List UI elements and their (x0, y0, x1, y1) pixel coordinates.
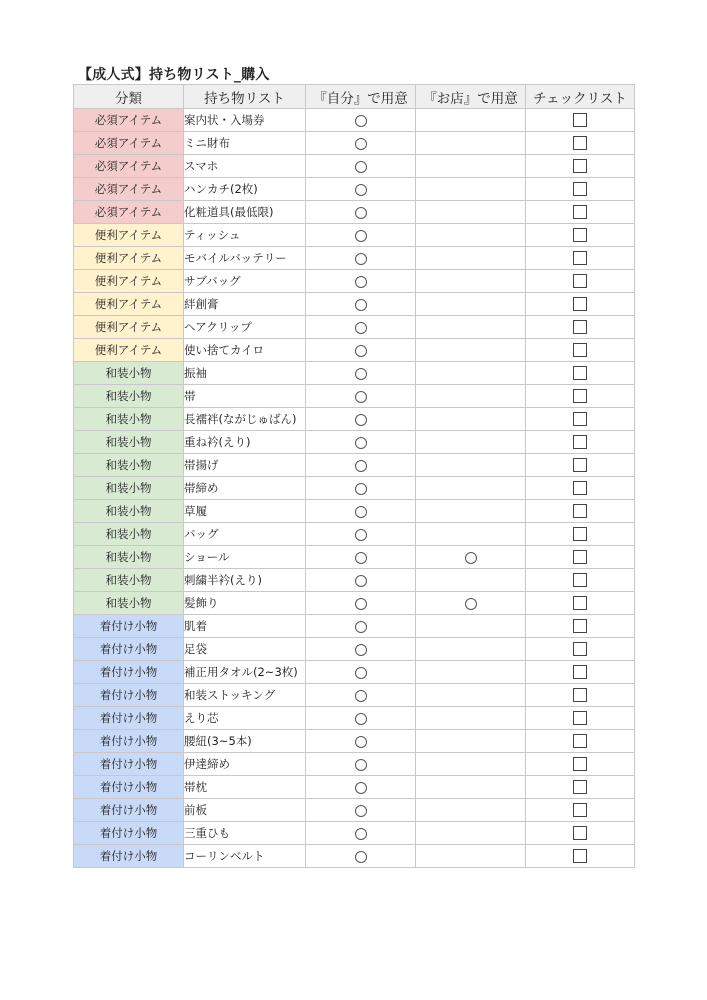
checkbox-icon[interactable] (573, 619, 587, 633)
checkbox-icon[interactable] (573, 596, 587, 610)
self-prepared-cell (306, 109, 416, 132)
checkbox-icon[interactable] (573, 136, 587, 150)
circle-mark-icon (355, 621, 367, 633)
checkbox-icon[interactable] (573, 366, 587, 380)
checkbox-icon[interactable] (573, 113, 587, 127)
self-prepared-cell (306, 707, 416, 730)
checkbox-icon[interactable] (573, 458, 587, 472)
checklist-cell[interactable] (526, 500, 635, 523)
category-cell: 着付け小物 (74, 707, 184, 730)
table-row (74, 569, 635, 592)
checklist-cell[interactable] (526, 247, 635, 270)
table-row (74, 293, 635, 316)
item-cell: 絆創膏 (184, 293, 306, 316)
table-row (74, 362, 635, 385)
checklist-cell[interactable] (526, 661, 635, 684)
circle-mark-icon (355, 529, 367, 541)
checkbox-icon[interactable] (573, 504, 587, 518)
table-row (74, 523, 635, 546)
item-cell: 化粧道具(最低限) (184, 201, 306, 224)
item-cell: 長襦袢(ながじゅばん) (184, 408, 306, 431)
self-prepared-cell (306, 362, 416, 385)
self-prepared-cell (306, 730, 416, 753)
item-cell: ティッシュ (184, 224, 306, 247)
category-cell: 便利アイテム (74, 339, 184, 362)
header-shop: 『お店』で用意 (416, 85, 526, 109)
self-prepared-cell (306, 638, 416, 661)
circle-mark-icon (355, 184, 367, 196)
circle-mark-icon (355, 828, 367, 840)
checkbox-icon[interactable] (573, 251, 587, 265)
item-cell: 足袋 (184, 638, 306, 661)
shop-prepared-cell (416, 247, 526, 270)
table-row (74, 730, 635, 753)
checklist-cell[interactable] (526, 385, 635, 408)
circle-mark-icon (355, 667, 367, 679)
self-prepared-cell (306, 753, 416, 776)
checklist-cell[interactable] (526, 707, 635, 730)
checklist-cell[interactable] (526, 178, 635, 201)
checkbox-icon[interactable] (573, 320, 587, 334)
shop-prepared-cell (416, 270, 526, 293)
self-prepared-cell (306, 684, 416, 707)
self-prepared-cell (306, 293, 416, 316)
shop-prepared-cell (416, 362, 526, 385)
shop-prepared-cell (416, 109, 526, 132)
item-cell: 案内状・入場券 (184, 109, 306, 132)
circle-mark-icon (355, 575, 367, 587)
table-row (74, 316, 635, 339)
item-cell: 三重ひも (184, 822, 306, 845)
category-cell: 便利アイテム (74, 316, 184, 339)
checkbox-icon[interactable] (573, 297, 587, 311)
category-cell: 着付け小物 (74, 661, 184, 684)
checklist-cell[interactable] (526, 224, 635, 247)
circle-mark-icon (355, 460, 367, 472)
checklist-cell[interactable] (526, 454, 635, 477)
category-cell: 必須アイテム (74, 109, 184, 132)
circle-mark-icon (355, 644, 367, 656)
table-row (74, 155, 635, 178)
table-row (74, 224, 635, 247)
checkbox-icon[interactable] (573, 573, 587, 587)
shop-prepared-cell (416, 753, 526, 776)
shop-prepared-cell (416, 707, 526, 730)
checkbox-icon[interactable] (573, 642, 587, 656)
category-cell: 和装小物 (74, 592, 184, 615)
self-prepared-cell (306, 454, 416, 477)
item-cell: 伊達締め (184, 753, 306, 776)
item-cell: 帯締め (184, 477, 306, 500)
checkbox-icon[interactable] (573, 159, 587, 173)
self-prepared-cell (306, 201, 416, 224)
checkbox-icon[interactable] (573, 734, 587, 748)
table-row (74, 339, 635, 362)
category-cell: 着付け小物 (74, 615, 184, 638)
self-prepared-cell (306, 339, 416, 362)
checklist-table (73, 84, 635, 868)
checkbox-icon[interactable] (573, 343, 587, 357)
self-prepared-cell (306, 316, 416, 339)
self-prepared-cell (306, 546, 416, 569)
checklist-cell[interactable] (526, 431, 635, 454)
table-row (74, 638, 635, 661)
shop-prepared-cell (416, 592, 526, 615)
checklist-cell[interactable] (526, 615, 635, 638)
header-checklist: チェックリスト (526, 85, 635, 109)
checklist-cell[interactable] (526, 592, 635, 615)
shop-prepared-cell (416, 339, 526, 362)
checkbox-icon[interactable] (573, 205, 587, 219)
checklist-cell[interactable] (526, 845, 635, 868)
circle-mark-icon (355, 207, 367, 219)
category-cell: 着付け小物 (74, 684, 184, 707)
table-row (74, 431, 635, 454)
item-cell: 帯揚げ (184, 454, 306, 477)
circle-mark-icon (355, 805, 367, 817)
header-item: 持ち物リスト (184, 85, 306, 109)
shop-prepared-cell (416, 500, 526, 523)
self-prepared-cell (306, 178, 416, 201)
circle-mark-icon (355, 598, 367, 610)
circle-mark-icon (355, 690, 367, 702)
checklist-cell[interactable] (526, 753, 635, 776)
shop-prepared-cell (416, 293, 526, 316)
self-prepared-cell (306, 615, 416, 638)
shop-prepared-cell (416, 224, 526, 247)
self-prepared-cell (306, 408, 416, 431)
self-prepared-cell (306, 155, 416, 178)
checklist-cell[interactable] (526, 270, 635, 293)
checklist-cell[interactable] (526, 316, 635, 339)
checklist-cell[interactable] (526, 776, 635, 799)
shop-prepared-cell (416, 201, 526, 224)
checklist-cell[interactable] (526, 408, 635, 431)
item-cell: 補正用タオル(2~3枚) (184, 661, 306, 684)
category-cell: 着付け小物 (74, 822, 184, 845)
checkbox-icon[interactable] (573, 711, 587, 725)
checkbox-icon[interactable] (573, 826, 587, 840)
shop-prepared-cell (416, 730, 526, 753)
item-cell: バッグ (184, 523, 306, 546)
item-cell: モバイルバッテリー (184, 247, 306, 270)
shop-prepared-cell (416, 822, 526, 845)
self-prepared-cell (306, 592, 416, 615)
item-cell: 和装ストッキング (184, 684, 306, 707)
item-cell: 重ね衿(えり) (184, 431, 306, 454)
category-cell: 着付け小物 (74, 799, 184, 822)
shop-prepared-cell (416, 178, 526, 201)
table-row (74, 776, 635, 799)
item-cell: ミニ財布 (184, 132, 306, 155)
category-cell: 和装小物 (74, 385, 184, 408)
category-cell: 和装小物 (74, 408, 184, 431)
shop-prepared-cell (416, 776, 526, 799)
circle-mark-icon (355, 736, 367, 748)
header-category: 分類 (74, 85, 184, 109)
table-row (74, 592, 635, 615)
table-row (74, 270, 635, 293)
table-row (74, 845, 635, 868)
self-prepared-cell (306, 569, 416, 592)
circle-mark-icon (355, 506, 367, 518)
item-cell: 刺繍半衿(えり) (184, 569, 306, 592)
item-cell: 腰紐(3~5本) (184, 730, 306, 753)
item-cell: 前板 (184, 799, 306, 822)
table-row (74, 753, 635, 776)
item-cell: 草履 (184, 500, 306, 523)
category-cell: 便利アイテム (74, 247, 184, 270)
table-row (74, 109, 635, 132)
category-cell: 和装小物 (74, 362, 184, 385)
checklist-cell[interactable] (526, 822, 635, 845)
table-row (74, 707, 635, 730)
item-cell: スマホ (184, 155, 306, 178)
checkbox-icon[interactable] (573, 435, 587, 449)
self-prepared-cell (306, 431, 416, 454)
checklist-cell[interactable] (526, 546, 635, 569)
table-row (74, 385, 635, 408)
checkbox-icon[interactable] (573, 228, 587, 242)
category-cell: 必須アイテム (74, 178, 184, 201)
checkbox-icon[interactable] (573, 527, 587, 541)
self-prepared-cell (306, 270, 416, 293)
shop-prepared-cell (416, 454, 526, 477)
circle-mark-icon (465, 598, 477, 610)
shop-prepared-cell (416, 155, 526, 178)
header-self: 『自分』で用意 (306, 85, 416, 109)
item-cell: コーリンベルト (184, 845, 306, 868)
checklist-cell[interactable] (526, 523, 635, 546)
circle-mark-icon (355, 115, 367, 127)
category-cell: 和装小物 (74, 523, 184, 546)
category-cell: 和装小物 (74, 454, 184, 477)
shop-prepared-cell (416, 845, 526, 868)
checklist-cell[interactable] (526, 477, 635, 500)
table-row (74, 822, 635, 845)
circle-mark-icon (355, 391, 367, 403)
circle-mark-icon (355, 851, 367, 863)
shop-prepared-cell (416, 523, 526, 546)
page-title: 【成人式】持ち物リスト_購入 (78, 67, 270, 83)
table-row (74, 247, 635, 270)
category-cell: 着付け小物 (74, 776, 184, 799)
checkbox-icon[interactable] (573, 274, 587, 288)
circle-mark-icon (355, 483, 367, 495)
checklist-cell[interactable] (526, 569, 635, 592)
checkbox-icon[interactable] (573, 481, 587, 495)
table-row (74, 684, 635, 707)
item-cell: 髪飾り (184, 592, 306, 615)
item-cell: 振袖 (184, 362, 306, 385)
category-cell: 必須アイテム (74, 132, 184, 155)
table-row (74, 661, 635, 684)
circle-mark-icon (355, 437, 367, 449)
table-row (74, 546, 635, 569)
item-cell: 帯枕 (184, 776, 306, 799)
circle-mark-icon (355, 368, 367, 380)
category-cell: 着付け小物 (74, 845, 184, 868)
checkbox-icon[interactable] (573, 757, 587, 771)
item-cell: 肌着 (184, 615, 306, 638)
checklist-cell[interactable] (526, 132, 635, 155)
item-cell: ヘアクリップ (184, 316, 306, 339)
checkbox-icon[interactable] (573, 803, 587, 817)
category-cell: 和装小物 (74, 569, 184, 592)
table-row (74, 500, 635, 523)
checkbox-icon[interactable] (573, 780, 587, 794)
checklist-cell[interactable] (526, 638, 635, 661)
circle-mark-icon (355, 299, 367, 311)
item-cell: 使い捨てカイロ (184, 339, 306, 362)
checklist-cell[interactable] (526, 155, 635, 178)
shop-prepared-cell (416, 546, 526, 569)
checklist-cell[interactable] (526, 293, 635, 316)
category-cell: 便利アイテム (74, 293, 184, 316)
shop-prepared-cell (416, 661, 526, 684)
self-prepared-cell (306, 845, 416, 868)
self-prepared-cell (306, 477, 416, 500)
header-row (74, 85, 635, 109)
table-row (74, 132, 635, 155)
self-prepared-cell (306, 132, 416, 155)
checkbox-icon[interactable] (573, 412, 587, 426)
self-prepared-cell (306, 500, 416, 523)
category-cell: 着付け小物 (74, 638, 184, 661)
shop-prepared-cell (416, 569, 526, 592)
table-row (74, 201, 635, 224)
shop-prepared-cell (416, 799, 526, 822)
checklist-cell[interactable] (526, 730, 635, 753)
circle-mark-icon (355, 713, 367, 725)
table-row (74, 178, 635, 201)
shop-prepared-cell (416, 615, 526, 638)
table-row (74, 477, 635, 500)
checkbox-icon[interactable] (573, 665, 587, 679)
category-cell: 和装小物 (74, 500, 184, 523)
shop-prepared-cell (416, 132, 526, 155)
category-cell: 便利アイテム (74, 224, 184, 247)
shop-prepared-cell (416, 477, 526, 500)
checkbox-icon[interactable] (573, 182, 587, 196)
checklist-cell[interactable] (526, 362, 635, 385)
item-cell: 帯 (184, 385, 306, 408)
checkbox-icon[interactable] (573, 688, 587, 702)
table-row (74, 615, 635, 638)
shop-prepared-cell (416, 684, 526, 707)
circle-mark-icon (355, 322, 367, 334)
circle-mark-icon (355, 345, 367, 357)
self-prepared-cell (306, 523, 416, 546)
item-cell: サブバッグ (184, 270, 306, 293)
circle-mark-icon (355, 782, 367, 794)
table-row (74, 799, 635, 822)
table-row (74, 408, 635, 431)
category-cell: 必須アイテム (74, 155, 184, 178)
category-cell: 和装小物 (74, 546, 184, 569)
checklist-cell[interactable] (526, 799, 635, 822)
self-prepared-cell (306, 247, 416, 270)
category-cell: 和装小物 (74, 477, 184, 500)
checkbox-icon[interactable] (573, 389, 587, 403)
category-cell: 必須アイテム (74, 201, 184, 224)
item-cell: ショール (184, 546, 306, 569)
checklist-cell[interactable] (526, 339, 635, 362)
circle-mark-icon (355, 414, 367, 426)
item-cell: ハンカチ(2枚) (184, 178, 306, 201)
table-body (74, 109, 635, 868)
self-prepared-cell (306, 776, 416, 799)
circle-mark-icon (355, 253, 367, 265)
shop-prepared-cell (416, 431, 526, 454)
category-cell: 着付け小物 (74, 730, 184, 753)
circle-mark-icon (355, 138, 367, 150)
category-cell: 着付け小物 (74, 753, 184, 776)
item-cell: えり芯 (184, 707, 306, 730)
category-cell: 和装小物 (74, 431, 184, 454)
checklist-cell[interactable] (526, 201, 635, 224)
self-prepared-cell (306, 799, 416, 822)
circle-mark-icon (355, 230, 367, 242)
self-prepared-cell (306, 661, 416, 684)
shop-prepared-cell (416, 316, 526, 339)
shop-prepared-cell (416, 638, 526, 661)
circle-mark-icon (465, 552, 477, 564)
checkbox-icon[interactable] (573, 550, 587, 564)
circle-mark-icon (355, 161, 367, 173)
self-prepared-cell (306, 822, 416, 845)
checklist-cell[interactable] (526, 109, 635, 132)
shop-prepared-cell (416, 408, 526, 431)
checklist-cell[interactable] (526, 684, 635, 707)
checkbox-icon[interactable] (573, 849, 587, 863)
circle-mark-icon (355, 276, 367, 288)
category-cell: 便利アイテム (74, 270, 184, 293)
self-prepared-cell (306, 224, 416, 247)
circle-mark-icon (355, 759, 367, 771)
shop-prepared-cell (416, 385, 526, 408)
self-prepared-cell (306, 385, 416, 408)
circle-mark-icon (355, 552, 367, 564)
table-row (74, 454, 635, 477)
